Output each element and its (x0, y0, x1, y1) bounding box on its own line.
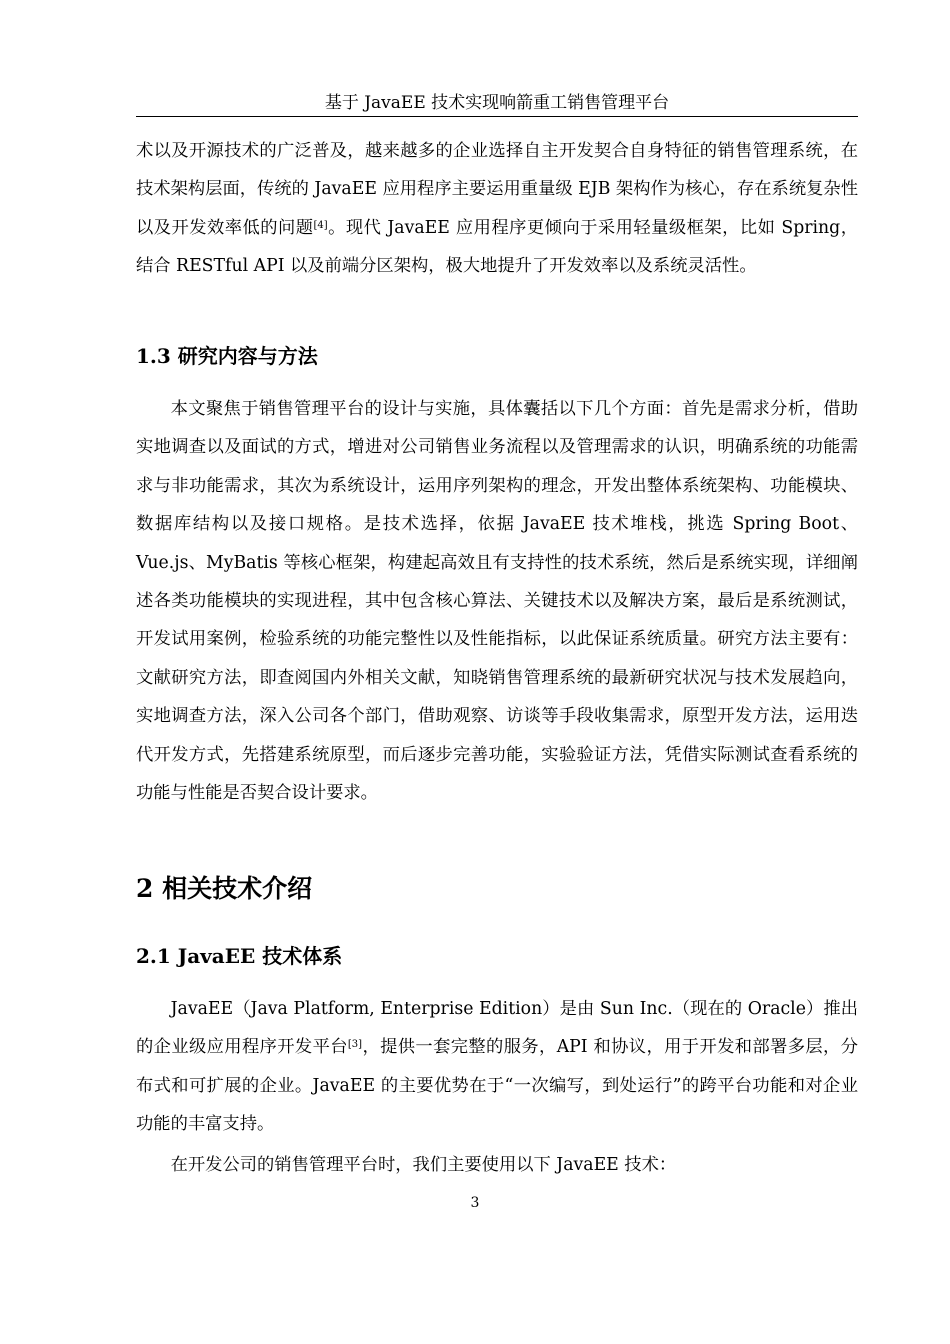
section-2-1-paragraph-2: 在开发公司的销售管理平台时，我们主要使用以下 JavaEE 技术： (170, 1155, 677, 1175)
header-rule (136, 116, 858, 117)
section-2-1-paragraph-1 (136, 990, 858, 1144)
running-header: 基于 JavaEE 技术实现响箭重工销售管理平台 (324, 93, 670, 113)
paragraph-text: JavaEE（Java Platform, Enterprise Edition）是由 Sun Inc.（现在的 Oracle）推出的企业级应用程序开发平台 (136, 999, 858, 1058)
continued-paragraph (136, 132, 858, 286)
paragraph-text: ，提供一套完整的服务，API 和协议，用于开发和部署多层，分布式和可扩展的企业。JavaEE 的主要优势在于“一次编写，到处运行”的跨平台功能和对企业功能的丰富支持。 (136, 1037, 858, 1135)
paragraph-text: 术以及开源技术的广泛普及，越来越多的企业选择自主开发契合自身特征的销售管理系统，在技术架构层面，传统的 JavaEE 应用程序主要运用重量级 EJB 架构作为核心，存在系统复杂性以及开发效率低的问题 (136, 141, 858, 238)
section-heading-2-1: 2.1 JavaEE 技术体系 (136, 944, 343, 968)
citation-ref: [4] (313, 219, 328, 231)
page-number: 3 (470, 1195, 480, 1211)
chapter-heading-2: 2 相关技术介绍 (136, 874, 313, 903)
paragraph-text: 。现代 JavaEE 应用程序更倾向于采用轻量级框架，比如 Spring，结合 RESTful API 以及前端分区架构，极大地提升了开发效率以及系统灵活性。 (136, 217, 858, 277)
section-1-3-paragraph: 本文聚焦于销售管理平台的设计与实施，具体囊括以下几个方面：首先是需求分析，借助实地调查以及面试的方式，增进对公司销售业务流程以及管理需求的认识，明确系统的功能需求与非功能需求，其次为系统设计，运用序列架构的理念，开发出整体系统架构、功能模块、数据库结构以及接口规格。是技术选择，依据 JavaEE 技术堆栈，挑选 Spring Boot、Vue.js、MyBatis 等核心框架，构建起高效且有支持性的技术系统，然后是系统实现，详细阐述各类功能模块的实现进程，其中包含核心算法、关键技术以及解决方案，最后是系统测试，开发试用案例，检验系统的功能完整性以及性能指标，以此保证系统质量。研究方法主要有：文献研究方法，即查阅国内外相关文献，知晓销售管理系统的最新研究状况与技术发展趋向，实地调查方法，深入公司各个部门，借助观察、访谈等手段收集需求，原型开发方法，运用迭代开发方式，先搭建系统原型，而后逐步完善功能，实验验证方法，凭借实际测试查看系统的功能与性能是否契合设计要求。 (136, 399, 858, 804)
citation-ref: [3] (347, 1039, 363, 1051)
section-heading-1-3: 1.3 研究内容与方法 (136, 344, 318, 368)
